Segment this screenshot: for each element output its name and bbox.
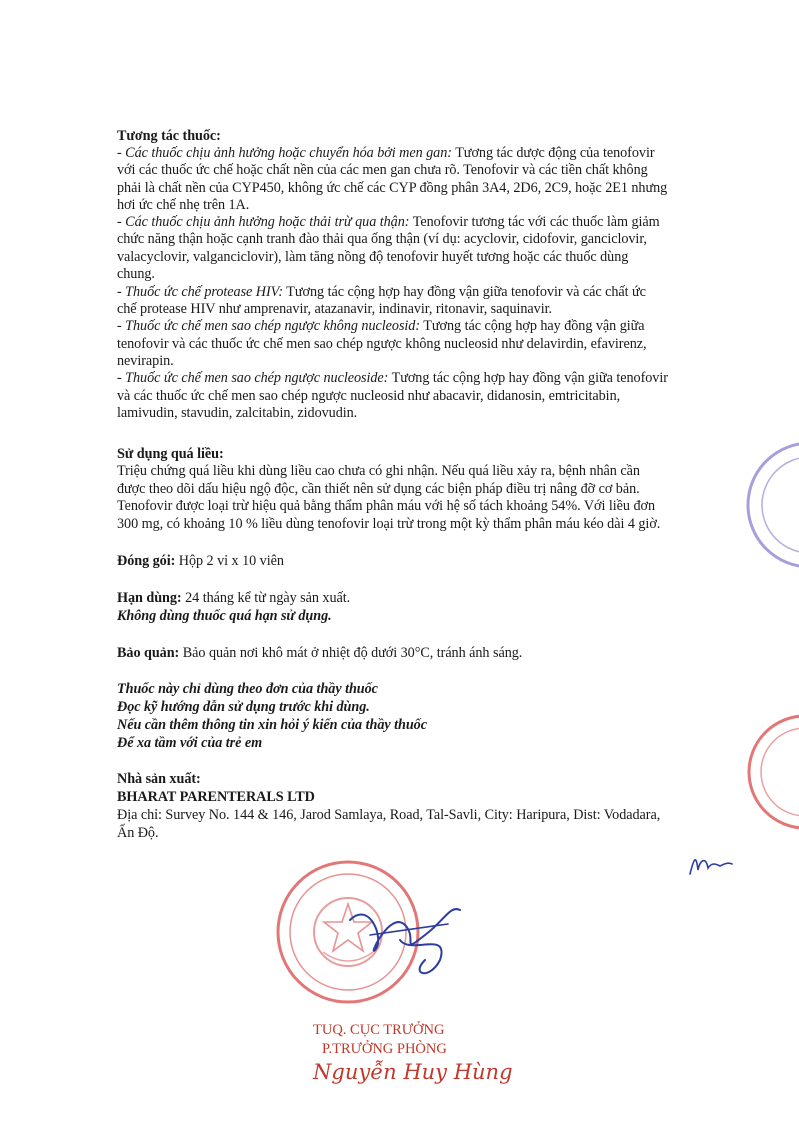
interaction-text: Tương tác cộng hợp hay đồng vận giữa tenofovir — [388, 370, 668, 386]
interaction-text: chung. — [117, 266, 155, 282]
interaction-text: và các thuốc ức chế men sao chép ngược nucleosid như abacavir, didanosin, emtricitabin, — [117, 388, 621, 404]
interaction-text: valacyclovir, valganciclovir), làm tăng nồng độ tenofovir huyết tương hoặc các thuốc dùng — [117, 249, 629, 265]
manufacturer-address-country: Ấn Độ. — [117, 825, 159, 841]
storage-row — [117, 645, 522, 662]
expiry-warning: Không dùng thuốc quá hạn sử dụng. — [117, 608, 332, 624]
interaction-text: chế protease HIV như amprenavir, atazanavir, indinavir, ritonavir, saquinavir. — [117, 301, 552, 317]
interaction-drug-class: - Thuốc ức chế men sao chép ngược nucleoside: — [117, 370, 389, 386]
interaction-text: Tương tác cộng hợp hay đồng vận giữa — [420, 318, 645, 334]
interaction-line — [117, 405, 357, 422]
interaction-line — [117, 249, 628, 266]
interaction-drug-class: - Các thuốc chịu ảnh hưởng hoặc thải trừ qua thận: — [117, 214, 410, 230]
overdose-line: được theo dõi dấu hiệu ngộ độc, cần thiết nên sử dụng các biện pháp điều trị nâng đỡ cơ bản. — [117, 481, 640, 497]
packaging-row — [117, 553, 284, 570]
signature-title-1: TUQ. CỤC TRƯỞNG — [313, 1022, 445, 1038]
interaction-line — [117, 145, 655, 162]
interaction-line — [117, 197, 249, 214]
overdose-line: Triệu chứng quá liều khi dùng liều cao chưa có ghi nhận. Nếu quá liều xảy ra, bệnh nhân cần — [117, 463, 640, 479]
overdose-line: Tenofovir được loại trừ hiệu quả bằng thẩm phân máu với hệ số tách khoảng 54%. Với liều đơn — [117, 498, 655, 514]
storage-value: Bảo quản nơi khô mát ở nhiệt độ dưới 30°C, tránh ánh sáng. — [179, 645, 523, 661]
signatory-name: Nguyễn Huy Hùng — [313, 1060, 513, 1084]
interaction-text: nevirapin. — [117, 353, 174, 369]
packaging-label: Đóng gói: — [117, 553, 176, 569]
right-seal-violet — [735, 430, 799, 580]
notice-line: Đọc kỹ hướng dẫn sử dụng trước khi dùng. — [117, 699, 370, 715]
interaction-text: chức năng thận hoặc cạnh tranh đào thải qua ống thận (ví dụ: acyclovir, cidofovir, ganciclovir, — [117, 231, 647, 247]
interaction-line — [117, 388, 620, 405]
interaction-text: lamivudin, stavudin, zalcitabin, zidovudin. — [117, 405, 358, 421]
signature-title-2: P.TRƯỞNG PHÒNG — [322, 1041, 447, 1057]
interaction-line — [117, 370, 668, 387]
notice-line: Nếu cần thêm thông tin xin hỏi ý kiến của thầy thuốc — [117, 717, 427, 733]
notice-line: Để xa tầm với của trẻ em — [117, 735, 263, 751]
interaction-text: với các thuốc ức chế hoặc chất nền của các men gan chưa rõ. Tenofovir và các tiền chất không — [117, 162, 648, 178]
interaction-drug-class: - Thuốc ức chế protease HIV: — [117, 284, 284, 300]
interaction-line — [117, 318, 645, 335]
interaction-line — [117, 162, 648, 179]
interaction-text: Tương tác cộng hợp hay đồng vận giữa tenofovir và các chất ức — [283, 284, 646, 300]
expiry-value: 24 tháng kể từ ngày sản xuất. — [181, 590, 351, 606]
interaction-line — [117, 266, 155, 283]
interactions-heading: Tương tác thuốc: — [117, 128, 221, 144]
expiry-row — [117, 590, 350, 607]
interaction-line — [117, 231, 647, 248]
interaction-line — [117, 336, 646, 353]
manufacturer-label: Nhà sản xuất: — [117, 771, 201, 787]
interaction-text: Tương tác dược động của tenofovir — [451, 145, 655, 161]
interaction-line — [117, 214, 660, 231]
director-signature — [330, 880, 480, 990]
packaging-value: Hộp 2 vỉ x 10 viên — [175, 553, 284, 569]
interaction-text: hơi ức chế nhẹ trên 1A. — [117, 197, 250, 213]
manufacturer-address: Địa chỉ: Survey No. 144 & 146, Jarod Samlaya, Road, Tal-Savli, City: Haripura, Dist: Vodadara, — [117, 807, 661, 823]
interaction-line — [117, 353, 174, 370]
expiry-label: Hạn dùng: — [117, 590, 182, 606]
interaction-drug-class: - Thuốc ức chế men sao chép ngược không nucleosid: — [117, 318, 421, 334]
interaction-line — [117, 180, 667, 197]
initials-mark — [686, 850, 736, 880]
interaction-line — [117, 301, 552, 318]
right-seal-red — [725, 712, 799, 832]
interaction-text: Tenofovir tương tác với các thuốc làm giảm — [409, 214, 660, 230]
interaction-text: phải là chất nền của CYP450, không ức chế các CYP đồng phân 3A4, 2D6, 2C9, hoặc 2E1 nhưng — [117, 180, 668, 196]
manufacturer-name: BHARAT PARENTERALS LTD — [117, 789, 315, 805]
notice-line: Thuốc này chỉ dùng theo đơn của thầy thuốc — [117, 681, 378, 697]
overdose-heading: Sử dụng quá liều: — [117, 446, 224, 462]
interaction-drug-class: - Các thuốc chịu ảnh hưởng hoặc chuyển hóa bởi men gan: — [117, 145, 452, 161]
storage-label: Bảo quản: — [117, 645, 180, 661]
interaction-text: tenofovir và các thuốc ức chế men sao chép ngược không nucleosid như delavirdin, efavirenz, — [117, 336, 647, 352]
interaction-line — [117, 284, 646, 301]
overdose-line: 300 mg, có khoảng 10 % liều dùng tenofovir loại trừ trong một kỳ thẩm phân máu kéo dài 4 giờ. — [117, 516, 661, 532]
